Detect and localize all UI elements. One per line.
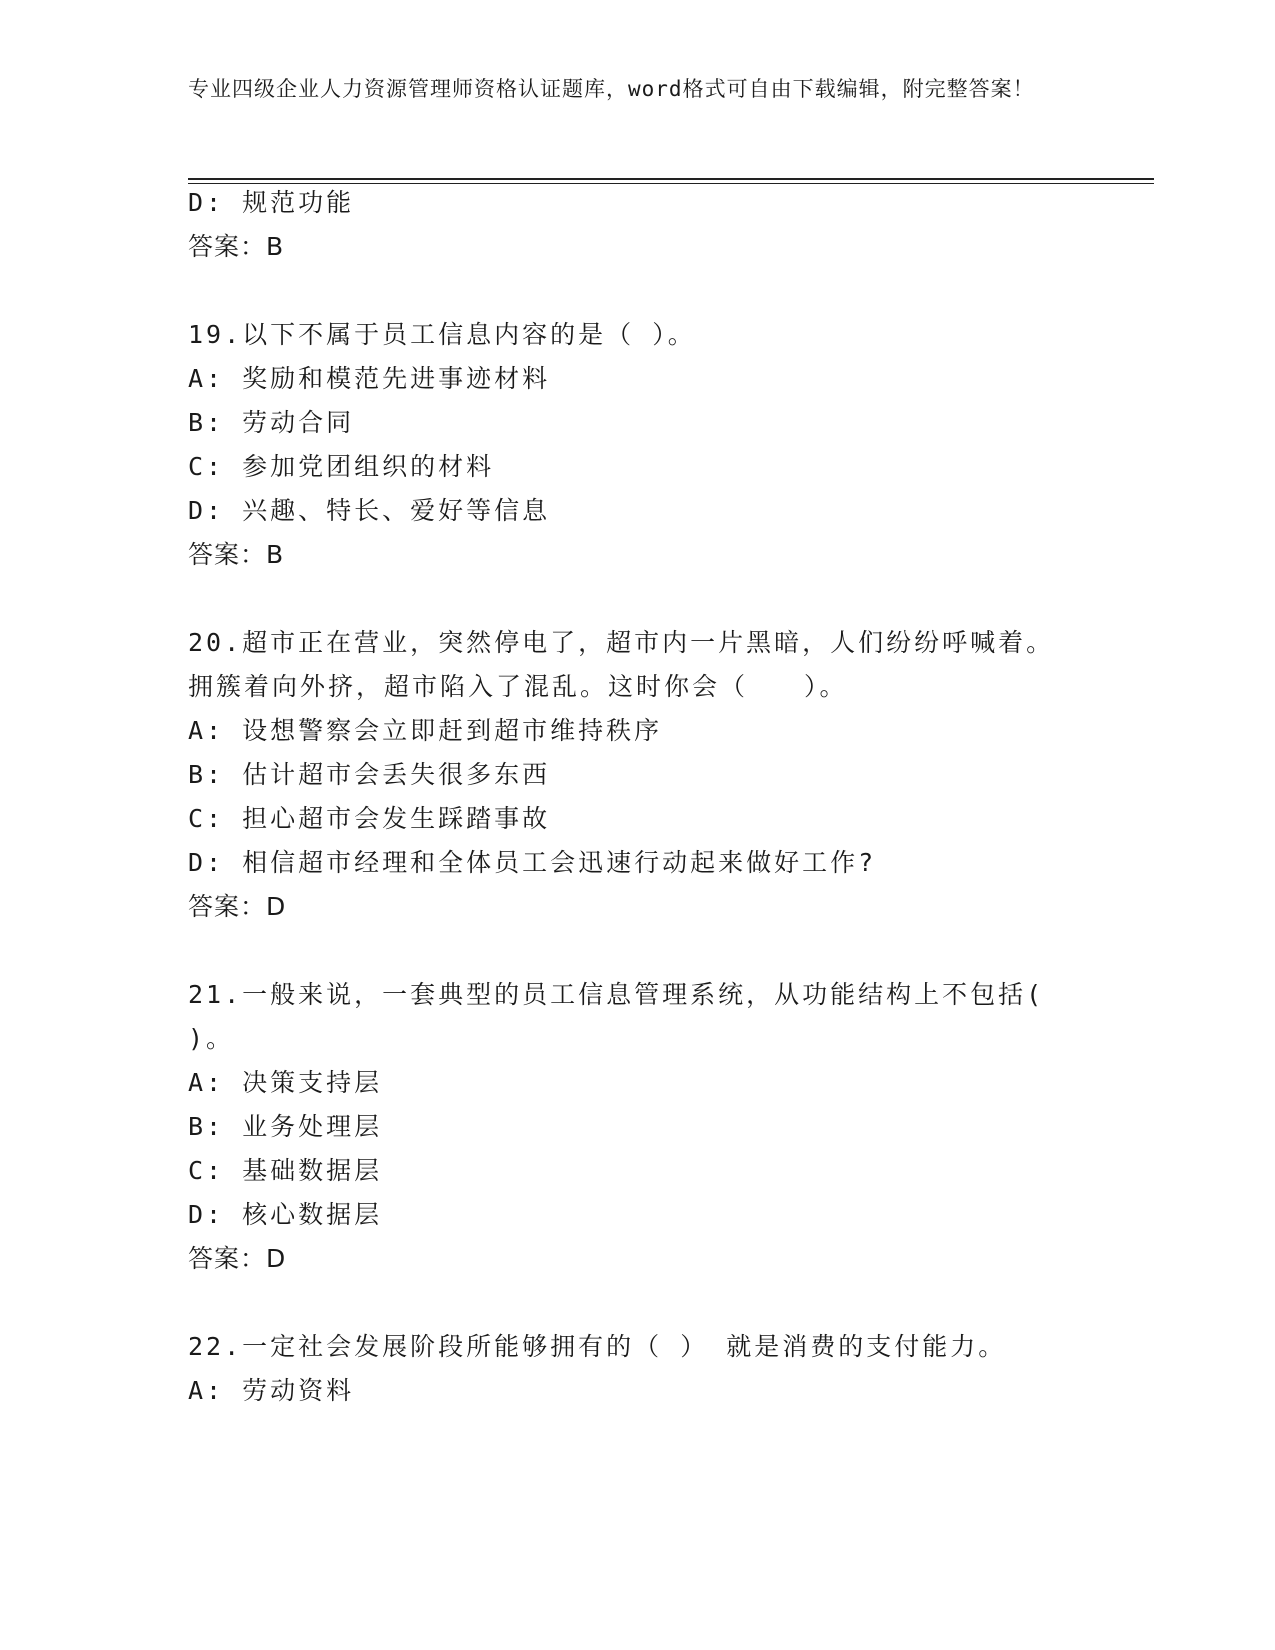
q20-option-b: B: 估计超市会丢失很多东西 — [188, 760, 551, 789]
q21-option-a: A: 决策支持层 — [188, 1068, 383, 1097]
q22-stem: 22.一定社会发展阶段所能够拥有的（ ） 就是消费的支付能力。 — [188, 1332, 1007, 1361]
q21-option-d: D: 核心数据层 — [188, 1200, 383, 1229]
q20-answer: 答案：D — [188, 892, 287, 921]
header-divider-thin — [188, 183, 1154, 184]
prev-answer: 答案：B — [188, 232, 285, 261]
q19-answer: 答案：B — [188, 540, 285, 569]
q19-option-d: D: 兴趣、特长、爱好等信息 — [188, 496, 551, 525]
page-header: 专业四级企业人力资源管理师资格认证题库，word格式可自由下载编辑，附完整答案！ — [188, 77, 1035, 101]
q19-option-c: C: 参加党团组织的材料 — [188, 452, 495, 481]
q22-option-a: A: 劳动资料 — [188, 1376, 355, 1405]
q19-stem: 19.以下不属于员工信息内容的是（ ）。 — [188, 320, 696, 349]
q21-option-b: B: 业务处理层 — [188, 1112, 383, 1141]
q21-stem-line1: 21.一般来说，一套典型的员工信息管理系统，从功能结构上不包括( — [188, 980, 1045, 1009]
q19-option-b: B: 劳动合同 — [188, 408, 355, 437]
q21-option-c: C: 基础数据层 — [188, 1156, 383, 1185]
q19-option-a: A: 奖励和模范先进事迹材料 — [188, 364, 551, 393]
q20-option-c: C: 担心超市会发生踩踏事故 — [188, 804, 551, 833]
header-divider — [188, 178, 1154, 180]
prev-option-d: D: 规范功能 — [188, 188, 355, 217]
q20-option-d: D: 相信超市经理和全体员工会迅速行动起来做好工作? — [188, 848, 877, 877]
q21-answer: 答案：D — [188, 1244, 287, 1273]
q20-option-a: A: 设想警察会立即赶到超市维持秩序 — [188, 716, 663, 745]
q20-stem-line1: 20.超市正在营业，突然停电了，超市内一片黑暗，人们纷纷呼喊着。 — [188, 628, 1055, 657]
q20-stem-line2: 拥簇着向外挤，超市陷入了混乱。这时你会（ ）。 — [188, 672, 848, 701]
q21-stem-line2: )。 — [188, 1024, 235, 1053]
